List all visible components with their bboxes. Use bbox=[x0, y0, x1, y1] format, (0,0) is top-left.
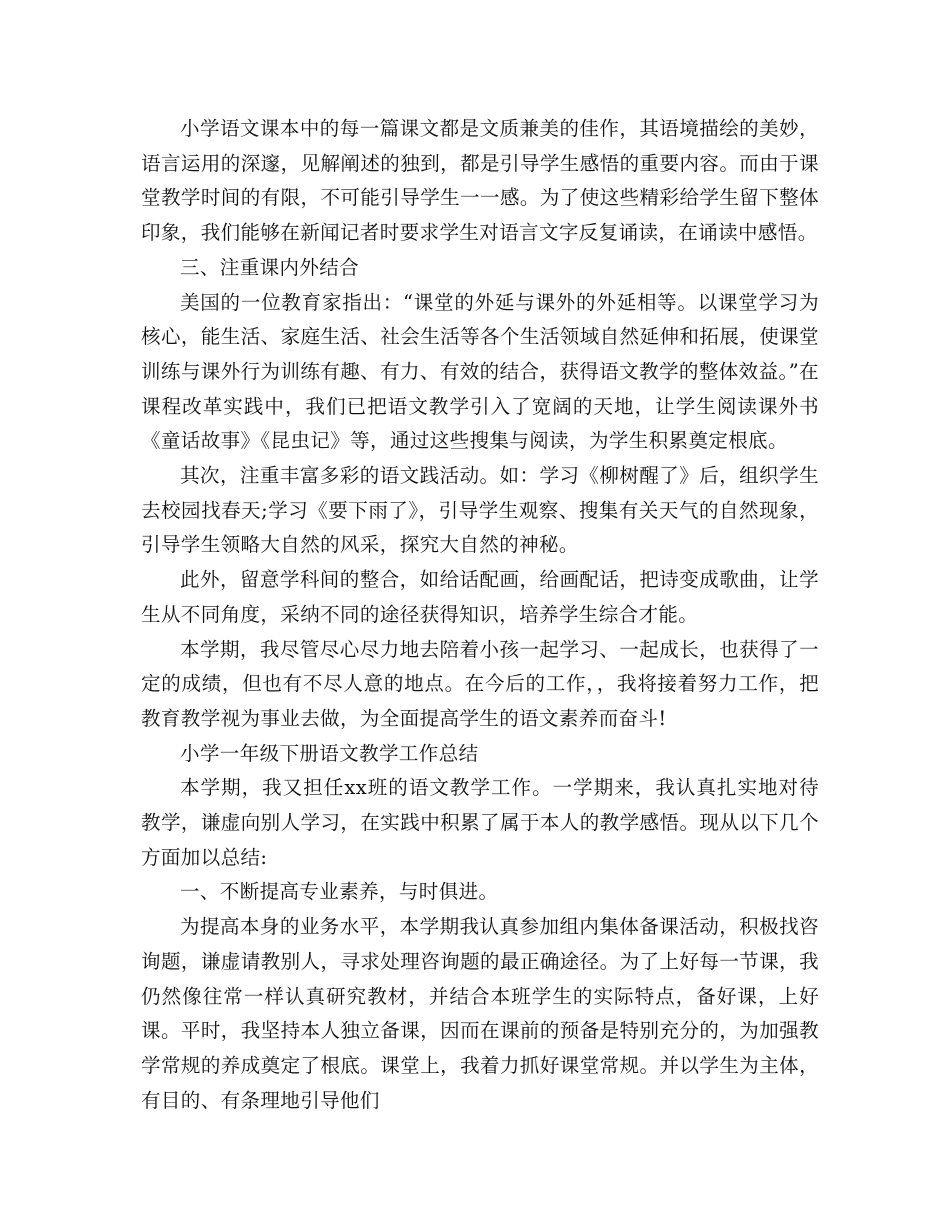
document-body bbox=[141, 112, 819, 1118]
paragraph-activities: 其次，注重丰富多彩的语文践活动。如：学习《柳树醒了》后，组织学生去校园找春天;学习《要下雨了》，引导学生观察、搜集有关天气的自然现象，引导学生领略大自然的风采，探究大自然的神秘。 bbox=[141, 464, 819, 557]
paragraph-professional-growth: 为提高本身的业务水平，本学期我认真参加组内集体备课活动，积极找咨询题，谦虚请教别人，寻求处理咨询题的最正确途径。为了上好每一节课，我仍然像往常一样认真研究教材，并结合本班学生的实际特点，备好课，上好课。平时，我坚持本人独立备课，因而在课前的预备是特别充分的，为加强教学常规的养成奠定了根底。课堂上，我着力抓好课堂常规。并以学生为主体，有目的、有条理地引导他们 bbox=[141, 915, 819, 1112]
document-title: 小学一年级下册语文教学工作总结 bbox=[180, 741, 479, 765]
section-heading-1: 一、不断提高专业素养，与时俱进。 bbox=[180, 880, 499, 904]
paragraph-intro: 本学期，我又担任xx班的语文教学工作。一学期来，我认真扎实地对待教学，谦虚向别人学习，在实践中积累了属于本人的教学感悟。现从以下几个方面加以总结: bbox=[141, 776, 819, 869]
paragraph-reading-aloud: 小学语文课本中的每一篇课文都是文质兼美的佳作，其语境描绘的美妙，语言运用的深邃，见解阐述的独到，都是引导学生感悟的重要内容。而由于课堂教学时间的有限，不可能引导学生一一感。为了使这些精彩给学生留下整体印象，我们能够在新闻记者时要求学生对语言文字反复诵读，在诵读中感悟。 bbox=[141, 117, 819, 245]
paragraph-educator-quote: 美国的一位教育家指出：“课堂的外延与课外的外延相等。以课堂学习为核心，能生活、家庭生活、社会生活等各个生活领域自然延伸和拓展，使课堂训练与课外行为训练有趣、有力、有效的结合，获得语文教学的整体效益。”在课程改革实践中，我们已把语文教学引入了宽阔的天地，让学生阅读课外书《童话故事》《昆虫记》等，通过这些搜集与阅读，为学生积累奠定根底。 bbox=[141, 290, 819, 453]
paragraph-integration: 此外，留意学科间的整合，如给话配画，给画配话，把诗变成歌曲，让学生从不同角度，采纳不同的途径获得知识，培养学生综合才能。 bbox=[141, 568, 819, 626]
section-heading-3: 三、注重课内外结合 bbox=[180, 255, 360, 279]
paragraph-conclusion: 本学期，我尽管尽心尽力地去陪着小孩一起学习、一起成长，也获得了一定的成绩，但也有不尽人意的地点。在今后的工作，，我将接着努力工作，把教育教学视为事业去做，为全面提高学生的语文素养而奋斗! bbox=[141, 637, 819, 730]
